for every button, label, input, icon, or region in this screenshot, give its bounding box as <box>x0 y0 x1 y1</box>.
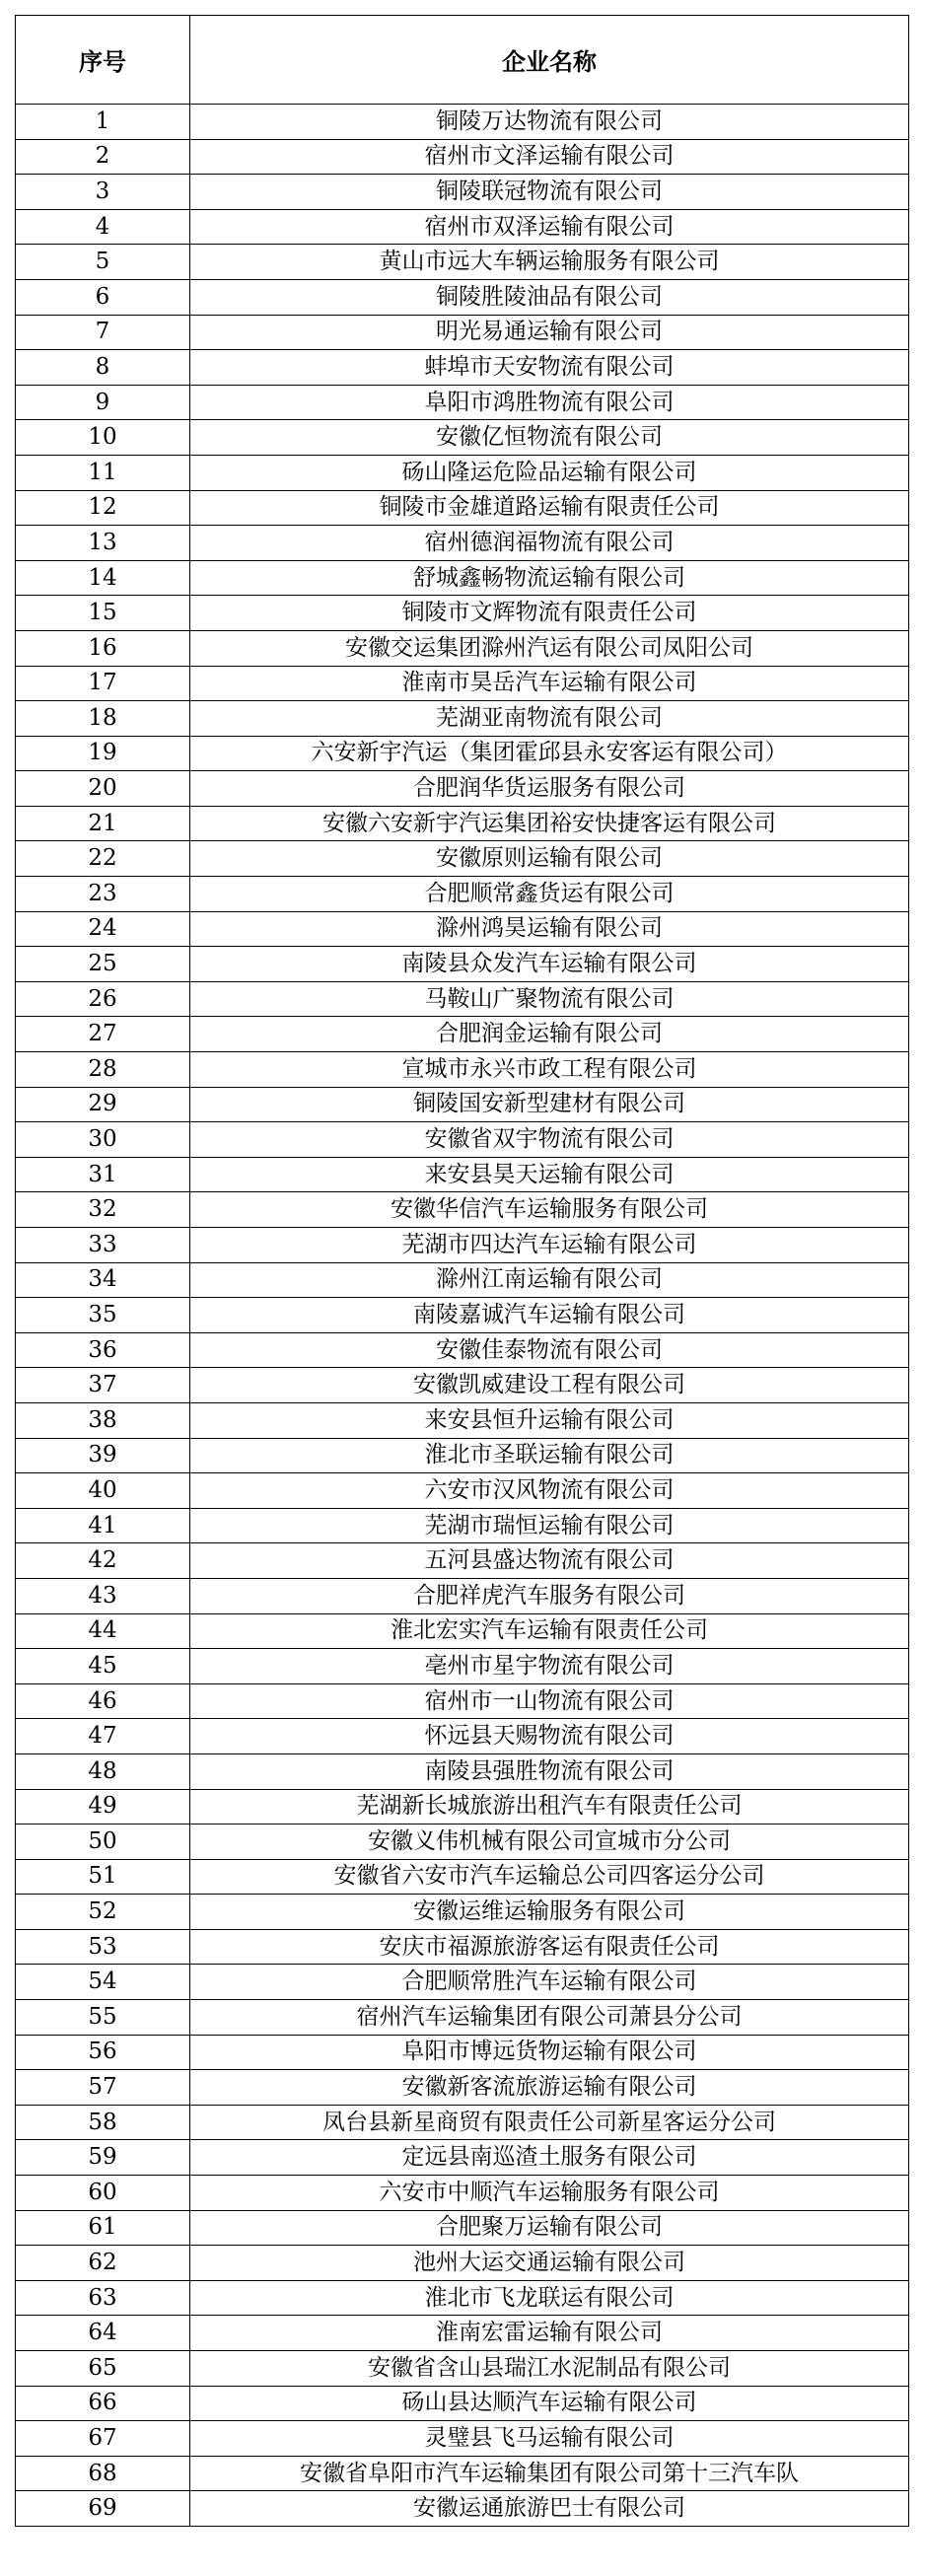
company-name-cell: 合肥祥虎汽车服务有限公司 <box>190 1578 909 1613</box>
company-name-cell: 定远县南巡渣土服务有限公司 <box>190 2140 909 2176</box>
row-index-cell: 59 <box>16 2140 190 2176</box>
row-index-cell: 7 <box>16 315 190 350</box>
company-name-cell: 安徽六安新宇汽运集团裕安快捷客运有限公司 <box>190 806 909 841</box>
row-index-cell: 34 <box>16 1262 190 1298</box>
row-index-cell: 20 <box>16 771 190 807</box>
table-row <box>16 1228 909 1263</box>
table-row <box>16 1017 909 1052</box>
row-index-cell: 9 <box>16 385 190 420</box>
row-index-cell: 69 <box>16 2491 190 2527</box>
company-name-cell: 南陵嘉诚汽车运输有限公司 <box>190 1298 909 1333</box>
row-index-cell: 15 <box>16 596 190 631</box>
table-row <box>16 560 909 596</box>
row-index-cell: 53 <box>16 1929 190 1965</box>
company-name-cell: 亳州市星宇物流有限公司 <box>190 1649 909 1684</box>
company-name-cell: 合肥润金运输有限公司 <box>190 1017 909 1052</box>
row-index-cell: 33 <box>16 1228 190 1263</box>
table-row <box>16 1753 909 1789</box>
row-index-cell: 66 <box>16 2386 190 2421</box>
table-row <box>16 2035 909 2070</box>
company-name-cell: 宣城市永兴市政工程有限公司 <box>190 1052 909 1088</box>
table-row <box>16 911 909 947</box>
row-index-cell: 67 <box>16 2421 190 2457</box>
table-row <box>16 841 909 877</box>
row-index-cell: 14 <box>16 560 190 596</box>
company-name-cell: 安徽省双宇物流有限公司 <box>190 1122 909 1158</box>
row-index-cell: 47 <box>16 1719 190 1754</box>
table-row <box>16 526 909 561</box>
row-index-cell: 13 <box>16 526 190 561</box>
row-index-cell: 64 <box>16 2316 190 2351</box>
table-row <box>16 1157 909 1192</box>
table-row <box>16 420 909 456</box>
row-index-cell: 60 <box>16 2176 190 2211</box>
company-name-cell: 蚌埠市天安物流有限公司 <box>190 350 909 386</box>
company-name-cell: 灵璧县飞马运输有限公司 <box>190 2421 909 2457</box>
row-index-cell: 44 <box>16 1613 190 1649</box>
table-row <box>16 2491 909 2527</box>
company-name-cell: 铜陵万达物流有限公司 <box>190 105 909 140</box>
table-row <box>16 1543 909 1579</box>
company-name-cell: 来安县恒升运输有限公司 <box>190 1402 909 1438</box>
company-name-cell: 安徽运维运输服务有限公司 <box>190 1895 909 1930</box>
row-index-cell: 25 <box>16 947 190 982</box>
table-row <box>16 1052 909 1088</box>
table-row <box>16 981 909 1017</box>
table-row <box>16 1825 909 1860</box>
table-row <box>16 771 909 807</box>
company-name-cell: 铜陵市金雄道路运输有限责任公司 <box>190 490 909 526</box>
company-name-cell: 安徽运通旅游巴士有限公司 <box>190 2491 909 2527</box>
company-name-cell: 合肥顺常鑫货运有限公司 <box>190 877 909 912</box>
company-name-cell: 舒城鑫畅物流运输有限公司 <box>190 560 909 596</box>
company-name-cell: 宿州市双泽运输有限公司 <box>190 209 909 245</box>
table-row <box>16 806 909 841</box>
table-row <box>16 1262 909 1298</box>
table-row <box>16 666 909 701</box>
row-index-cell: 51 <box>16 1859 190 1895</box>
company-name-cell: 马鞍山广聚物流有限公司 <box>190 981 909 1017</box>
company-name-cell: 砀山县达顺汽车运输有限公司 <box>190 2386 909 2421</box>
table-row <box>16 1368 909 1403</box>
row-index-cell: 49 <box>16 1789 190 1825</box>
row-index-cell: 43 <box>16 1578 190 1613</box>
row-index-cell: 19 <box>16 736 190 771</box>
company-name-cell: 滁州江南运输有限公司 <box>190 1262 909 1298</box>
company-name-cell: 淮南宏雷运输有限公司 <box>190 2316 909 2351</box>
company-name-cell: 合肥聚万运输有限公司 <box>190 2210 909 2246</box>
company-table <box>15 15 909 2527</box>
row-index-cell: 6 <box>16 279 190 315</box>
company-name-cell: 宿州市一山物流有限公司 <box>190 1683 909 1719</box>
company-name-cell: 芜湖亚南物流有限公司 <box>190 701 909 737</box>
table-row <box>16 1965 909 2000</box>
company-name-cell: 芜湖市四达汽车运输有限公司 <box>190 1228 909 1263</box>
company-name-cell: 芜湖新长城旅游出租汽车有限责任公司 <box>190 1789 909 1825</box>
table-row <box>16 2316 909 2351</box>
company-name-cell: 六安市汉风物流有限公司 <box>190 1473 909 1509</box>
table-row <box>16 315 909 350</box>
row-index-cell: 16 <box>16 630 190 666</box>
company-name-cell: 怀远县天赐物流有限公司 <box>190 1719 909 1754</box>
company-name-cell: 滁州鸿昊运输有限公司 <box>190 911 909 947</box>
row-index-cell: 17 <box>16 666 190 701</box>
row-index-cell: 5 <box>16 245 190 280</box>
company-name-cell: 安徽新客流旅游运输有限公司 <box>190 2070 909 2106</box>
company-name-cell: 安庆市福源旅游客运有限责任公司 <box>190 1929 909 1965</box>
company-name-cell: 安徽亿恒物流有限公司 <box>190 420 909 456</box>
company-name-cell: 淮南市昊岳汽车运输有限公司 <box>190 666 909 701</box>
table-row <box>16 455 909 490</box>
company-name-cell: 六安新宇汽运（集团霍邱县永安客运有限公司） <box>190 736 909 771</box>
table-row <box>16 1332 909 1368</box>
row-index-cell: 30 <box>16 1122 190 1158</box>
row-index-cell: 31 <box>16 1157 190 1192</box>
company-name-cell: 铜陵胜陵油品有限公司 <box>190 279 909 315</box>
row-index-cell: 24 <box>16 911 190 947</box>
row-index-cell: 29 <box>16 1087 190 1122</box>
row-index-cell: 23 <box>16 877 190 912</box>
table-row <box>16 2000 909 2036</box>
row-index-cell: 38 <box>16 1402 190 1438</box>
row-index-cell: 42 <box>16 1543 190 1579</box>
table-body <box>16 105 909 2527</box>
table-row <box>16 1298 909 1333</box>
row-index-cell: 1 <box>16 105 190 140</box>
row-index-cell: 52 <box>16 1895 190 1930</box>
row-index-cell: 57 <box>16 2070 190 2106</box>
table-row <box>16 2280 909 2316</box>
table-row <box>16 279 909 315</box>
company-name-cell: 砀山隆运危险品运输有限公司 <box>190 455 909 490</box>
row-index-cell: 56 <box>16 2035 190 2070</box>
company-name-cell: 芜湖市瑞恒运输有限公司 <box>190 1508 909 1543</box>
company-name-cell: 安徽凯威建设工程有限公司 <box>190 1368 909 1403</box>
column-header-index: 序号 <box>16 16 190 105</box>
table-row <box>16 139 909 175</box>
row-index-cell: 4 <box>16 209 190 245</box>
row-index-cell: 45 <box>16 1649 190 1684</box>
row-index-cell: 46 <box>16 1683 190 1719</box>
table-row <box>16 630 909 666</box>
row-index-cell: 68 <box>16 2456 190 2491</box>
company-name-cell: 铜陵国安新型建材有限公司 <box>190 1087 909 1122</box>
row-index-cell: 50 <box>16 1825 190 1860</box>
table-row <box>16 1613 909 1649</box>
company-name-cell: 淮北宏实汽车运输有限责任公司 <box>190 1613 909 1649</box>
company-name-cell: 五河县盛达物流有限公司 <box>190 1543 909 1579</box>
company-name-cell: 淮北市圣联运输有限公司 <box>190 1438 909 1473</box>
row-index-cell: 40 <box>16 1473 190 1509</box>
company-name-cell: 阜阳市鸿胜物流有限公司 <box>190 385 909 420</box>
company-name-cell: 宿州德润福物流有限公司 <box>190 526 909 561</box>
table-row <box>16 2210 909 2246</box>
company-name-cell: 池州大运交通运输有限公司 <box>190 2246 909 2281</box>
company-name-cell: 安徽华信汽车运输服务有限公司 <box>190 1192 909 1228</box>
company-name-cell: 明光易通运输有限公司 <box>190 315 909 350</box>
table-row <box>16 736 909 771</box>
table-row <box>16 2140 909 2176</box>
table-row <box>16 245 909 280</box>
row-index-cell: 3 <box>16 175 190 210</box>
row-index-cell: 55 <box>16 2000 190 2036</box>
table-row <box>16 877 909 912</box>
table-row <box>16 105 909 140</box>
row-index-cell: 28 <box>16 1052 190 1088</box>
row-index-cell: 37 <box>16 1368 190 1403</box>
table-row <box>16 350 909 386</box>
row-index-cell: 10 <box>16 420 190 456</box>
table-row <box>16 2386 909 2421</box>
company-name-cell: 南陵县众发汽车运输有限公司 <box>190 947 909 982</box>
row-index-cell: 65 <box>16 2351 190 2387</box>
row-index-cell: 8 <box>16 350 190 386</box>
row-index-cell: 12 <box>16 490 190 526</box>
table-row <box>16 1087 909 1122</box>
table-row <box>16 1402 909 1438</box>
table-row <box>16 2421 909 2457</box>
table-row <box>16 596 909 631</box>
company-name-cell: 南陵县强胜物流有限公司 <box>190 1753 909 1789</box>
table-header-row <box>16 16 909 105</box>
row-index-cell: 27 <box>16 1017 190 1052</box>
table-row <box>16 701 909 737</box>
table-row <box>16 2105 909 2140</box>
table-row <box>16 1649 909 1684</box>
table-row <box>16 1438 909 1473</box>
table-row <box>16 1895 909 1930</box>
company-name-cell: 安徽佳泰物流有限公司 <box>190 1332 909 1368</box>
table-row <box>16 1578 909 1613</box>
table-row <box>16 1683 909 1719</box>
row-index-cell: 2 <box>16 139 190 175</box>
table-row <box>16 2070 909 2106</box>
company-name-cell: 凤台县新星商贸有限责任公司新星客运分公司 <box>190 2105 909 2140</box>
row-index-cell: 62 <box>16 2246 190 2281</box>
row-index-cell: 54 <box>16 1965 190 2000</box>
company-name-cell: 阜阳市博远货物运输有限公司 <box>190 2035 909 2070</box>
company-name-cell: 安徽交运集团滁州汽运有限公司凤阳公司 <box>190 630 909 666</box>
company-name-cell: 淮北市飞龙联运有限公司 <box>190 2280 909 2316</box>
table-row <box>16 209 909 245</box>
company-name-cell: 来安县昊天运输有限公司 <box>190 1157 909 1192</box>
table-row <box>16 2456 909 2491</box>
column-header-company-name: 企业名称 <box>190 16 909 105</box>
company-name-cell: 六安市中顺汽车运输服务有限公司 <box>190 2176 909 2211</box>
row-index-cell: 11 <box>16 455 190 490</box>
row-index-cell: 61 <box>16 2210 190 2246</box>
row-index-cell: 32 <box>16 1192 190 1228</box>
table-row <box>16 1508 909 1543</box>
table-row <box>16 1929 909 1965</box>
table-row <box>16 2351 909 2387</box>
table-row <box>16 947 909 982</box>
company-name-cell: 宿州市文泽运输有限公司 <box>190 139 909 175</box>
table-row <box>16 490 909 526</box>
row-index-cell: 26 <box>16 981 190 1017</box>
row-index-cell: 35 <box>16 1298 190 1333</box>
company-name-cell: 安徽义伟机械有限公司宣城市分公司 <box>190 1825 909 1860</box>
row-index-cell: 48 <box>16 1753 190 1789</box>
row-index-cell: 18 <box>16 701 190 737</box>
company-name-cell: 合肥顺常胜汽车运输有限公司 <box>190 1965 909 2000</box>
row-index-cell: 36 <box>16 1332 190 1368</box>
table-row <box>16 1192 909 1228</box>
row-index-cell: 58 <box>16 2105 190 2140</box>
table-row <box>16 1122 909 1158</box>
table-row <box>16 1859 909 1895</box>
company-name-cell: 安徽原则运输有限公司 <box>190 841 909 877</box>
row-index-cell: 41 <box>16 1508 190 1543</box>
company-name-cell: 安徽省含山县瑞江水泥制品有限公司 <box>190 2351 909 2387</box>
table-row <box>16 175 909 210</box>
row-index-cell: 21 <box>16 806 190 841</box>
company-name-cell: 宿州汽车运输集团有限公司萧县分公司 <box>190 2000 909 2036</box>
company-name-cell: 铜陵联冠物流有限公司 <box>190 175 909 210</box>
company-name-cell: 合肥润华货运服务有限公司 <box>190 771 909 807</box>
row-index-cell: 22 <box>16 841 190 877</box>
company-name-cell: 安徽省六安市汽车运输总公司四客运分公司 <box>190 1859 909 1895</box>
table-row <box>16 1719 909 1754</box>
table-row <box>16 2176 909 2211</box>
company-name-cell: 安徽省阜阳市汽车运输集团有限公司第十三汽车队 <box>190 2456 909 2491</box>
company-name-cell: 铜陵市文辉物流有限责任公司 <box>190 596 909 631</box>
row-index-cell: 63 <box>16 2280 190 2316</box>
row-index-cell: 39 <box>16 1438 190 1473</box>
company-name-cell: 黄山市远大车辆运输服务有限公司 <box>190 245 909 280</box>
table-row <box>16 1473 909 1509</box>
table-row <box>16 385 909 420</box>
table-row <box>16 2246 909 2281</box>
table-row <box>16 1789 909 1825</box>
